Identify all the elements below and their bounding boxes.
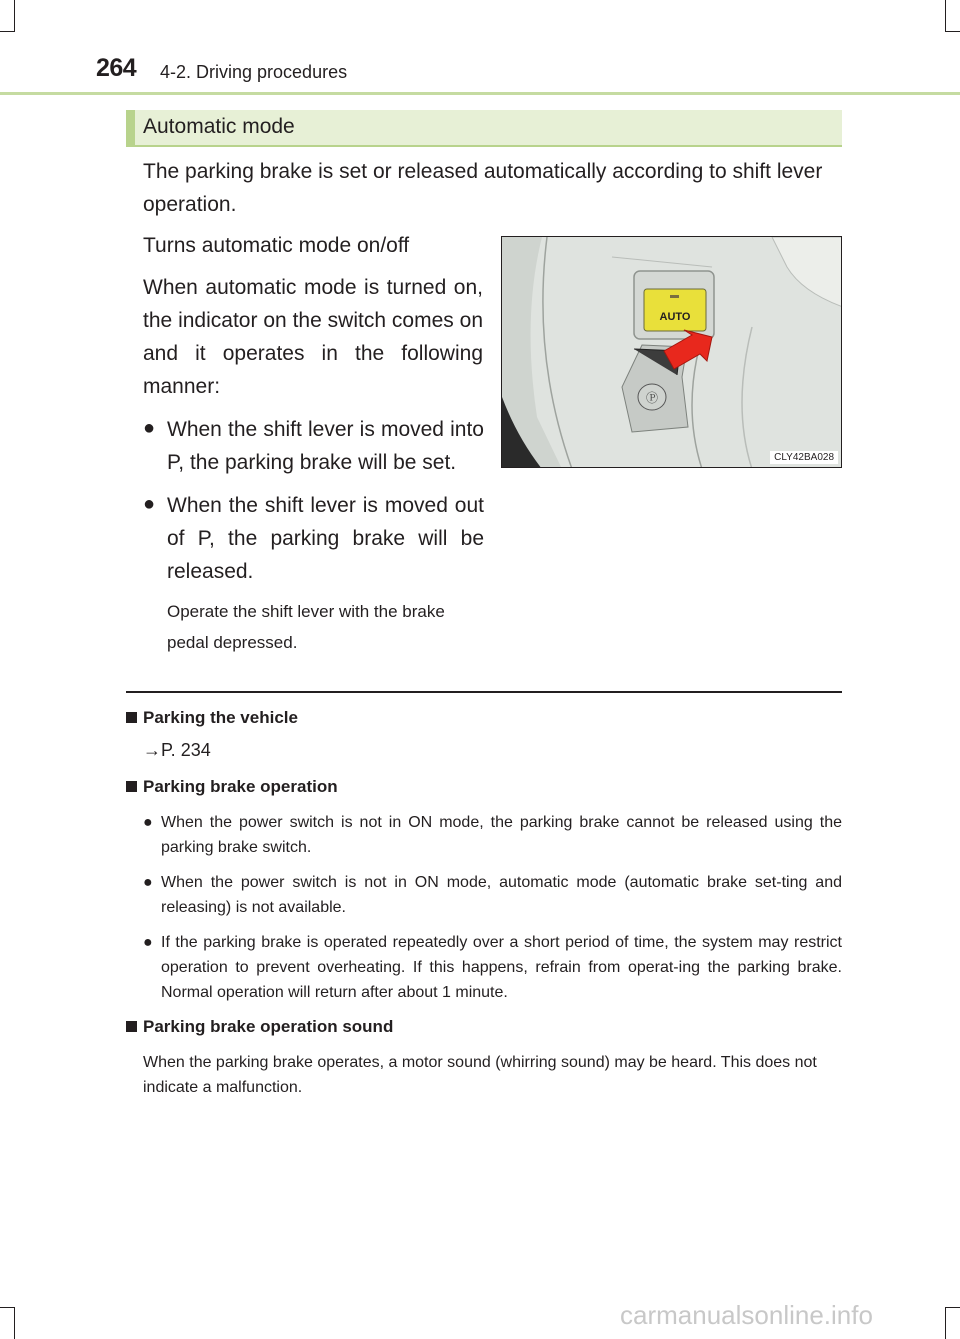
- bullet-dot-icon: ●: [143, 417, 156, 439]
- crop-mark: [14, 0, 15, 32]
- header-rule: [0, 92, 960, 95]
- bullet-dot-icon: ●: [143, 493, 156, 515]
- brake-note: Operate the shift lever with the brake pedal depressed.: [167, 602, 445, 652]
- bullet-item: When the shift lever is moved out of P, the parking brake will be released.: [167, 494, 484, 583]
- console-illustration: [502, 237, 842, 468]
- operation-note-item: ● When the power switch is not in ON mode, automatic mode (automatic brake set-ting and releasing) is not available.: [161, 870, 842, 920]
- crop-mark: [945, 1307, 946, 1339]
- intro-paragraph: The parking brake is set or released automatically according to shift lever operation.: [143, 160, 823, 216]
- subheading-operation-sound: Parking brake operation sound: [126, 1017, 393, 1037]
- section-heading-text: Automatic mode: [143, 115, 295, 138]
- crop-mark: [945, 1307, 960, 1308]
- auto-mode-description: When automatic mode is turned on, the indicator on the switch comes on and it operates in the following manner:: [143, 276, 483, 398]
- section-divider: [126, 691, 842, 693]
- turns-label: Turns automatic mode on/off: [143, 234, 410, 257]
- crop-mark: [14, 1307, 15, 1339]
- square-bullet-icon: [126, 1021, 137, 1032]
- operation-note-item: ● When the power switch is not in ON mode, the parking brake cannot be released using the parking brake switch.: [161, 810, 842, 860]
- subheading-brake-operation: Parking brake operation: [126, 777, 338, 797]
- sound-note-text: When the parking brake operates, a motor sound (whirring sound) may be heard. This does not indicate a malfunction.: [143, 1054, 817, 1096]
- crop-mark: [0, 1307, 15, 1308]
- auto-switch-figure: [501, 236, 842, 468]
- square-bullet-icon: [126, 712, 137, 723]
- bullet-dot-icon: ●: [143, 874, 153, 891]
- section-title: 4-2. Driving procedures: [160, 62, 348, 82]
- auto-switch-label: AUTO: [659, 311, 691, 323]
- crop-mark: [945, 31, 960, 32]
- bullet-dot-icon: ●: [143, 934, 153, 951]
- bullet-dot-icon: ●: [143, 814, 153, 831]
- figure-code: CLY42BA028: [770, 451, 838, 464]
- page-reference: →P. 234: [143, 740, 211, 760]
- square-bullet-icon: [126, 781, 137, 792]
- operation-note-item: ● If the parking brake is operated repeatedly over a short period of time, the system may restrict operation to prevent overheating. If this happens, refrain from operat-ing the parking brake. Normal operation will return after about 1 minute.: [161, 930, 842, 1005]
- crop-mark: [945, 0, 946, 32]
- bullet-item: When the shift lever is moved into P, the parking brake will be set.: [167, 418, 484, 474]
- crop-mark: [0, 31, 15, 32]
- subheading-parking-vehicle: Parking the vehicle: [126, 708, 298, 728]
- page-number: 264: [96, 54, 137, 82]
- section-heading: [126, 110, 842, 147]
- watermark: carmanualsonline.info: [620, 1300, 873, 1330]
- svg-text:Ⓟ: Ⓟ: [645, 391, 659, 405]
